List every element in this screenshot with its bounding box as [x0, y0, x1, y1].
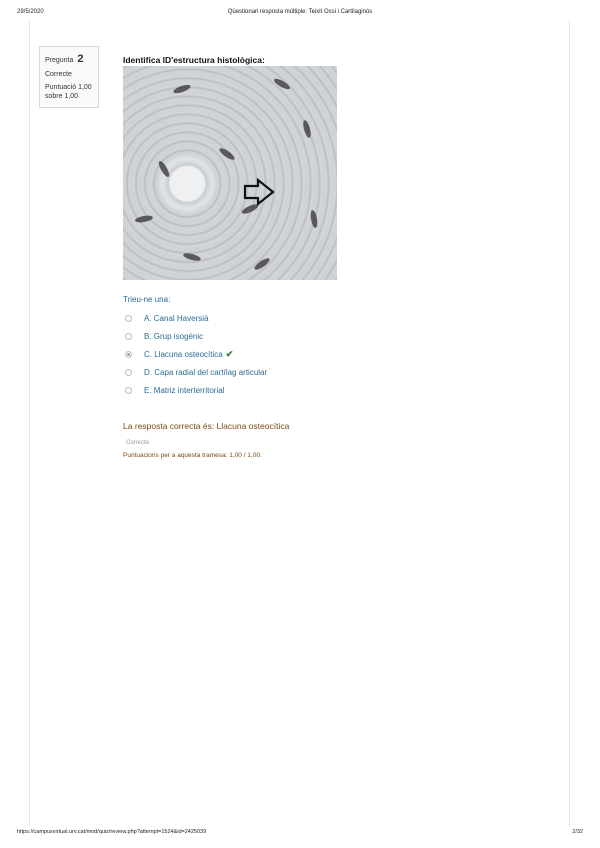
question-number-row — [45, 52, 93, 66]
question-number: 2 — [77, 53, 84, 65]
question-score-line2: sobre 1,00 — [45, 93, 79, 101]
radio-button-selected[interactable] — [125, 351, 132, 358]
answer-label: D. Capa radial del cartílag articular — [144, 367, 268, 377]
answer-option-d[interactable] — [125, 363, 267, 381]
lacuna-mark — [183, 252, 202, 262]
question-label: Pregunta — [45, 57, 74, 64]
radio-button[interactable] — [125, 333, 132, 340]
page-left-border — [29, 20, 30, 826]
print-date: 29/5/2020 — [17, 9, 44, 15]
question-info-box — [39, 46, 99, 108]
lacuna-mark — [253, 256, 271, 271]
footer-url: https://campusvirtual.urv.cat/mod/quiz/review.php?attempt=1524&id=2425039 — [17, 829, 207, 835]
lacuna-mark — [302, 120, 312, 139]
radio-button[interactable] — [125, 369, 132, 376]
question-status: Correcte — [45, 71, 72, 79]
lacuna-mark — [157, 160, 171, 179]
histology-image — [123, 66, 337, 280]
attempt-state: Correcte — [126, 440, 150, 446]
attempt-mark: Puntuacions per a aquesta tramesa: 1,00 / 1,00. — [123, 452, 262, 459]
page-print-title: Qüestionari resposta múltiple: Teixit Ossi i Cartilaginós — [227, 9, 373, 15]
lacuna-mark — [309, 210, 318, 229]
lacuna-mark — [173, 83, 192, 95]
answers-prompt: Trieu-ne una: — [123, 295, 171, 304]
answer-option-e[interactable] — [125, 381, 267, 399]
answer-list — [125, 309, 267, 399]
lacuna-mark — [218, 146, 236, 161]
question-score-line1: Puntuació 1,00 — [45, 84, 92, 92]
lacuna-mark — [273, 77, 292, 91]
arrow-right-icon — [243, 177, 275, 207]
answer-option-b[interactable] — [125, 327, 267, 345]
radio-button[interactable] — [125, 387, 132, 394]
lacuna-mark — [135, 214, 154, 223]
question-text: Identifica lD'estructura histològica: — [123, 55, 265, 65]
answer-option-c[interactable] — [125, 345, 267, 363]
check-icon: ✔ — [225, 348, 234, 359]
footer-page-number: 2/32 — [572, 829, 583, 835]
answer-label: C. Llacuna osteocítica — [144, 349, 223, 359]
correct-answer-feedback: La resposta correcta és: Llacuna osteocítica — [123, 421, 290, 431]
answer-option-a[interactable] — [125, 309, 267, 327]
answer-label: B. Grup isogènic — [144, 331, 204, 341]
answer-label: E. Matriz interterritorial — [144, 385, 225, 395]
answer-label: A. Canal Haversià — [144, 313, 209, 323]
radio-button[interactable] — [125, 315, 132, 322]
page-right-border — [569, 20, 570, 826]
